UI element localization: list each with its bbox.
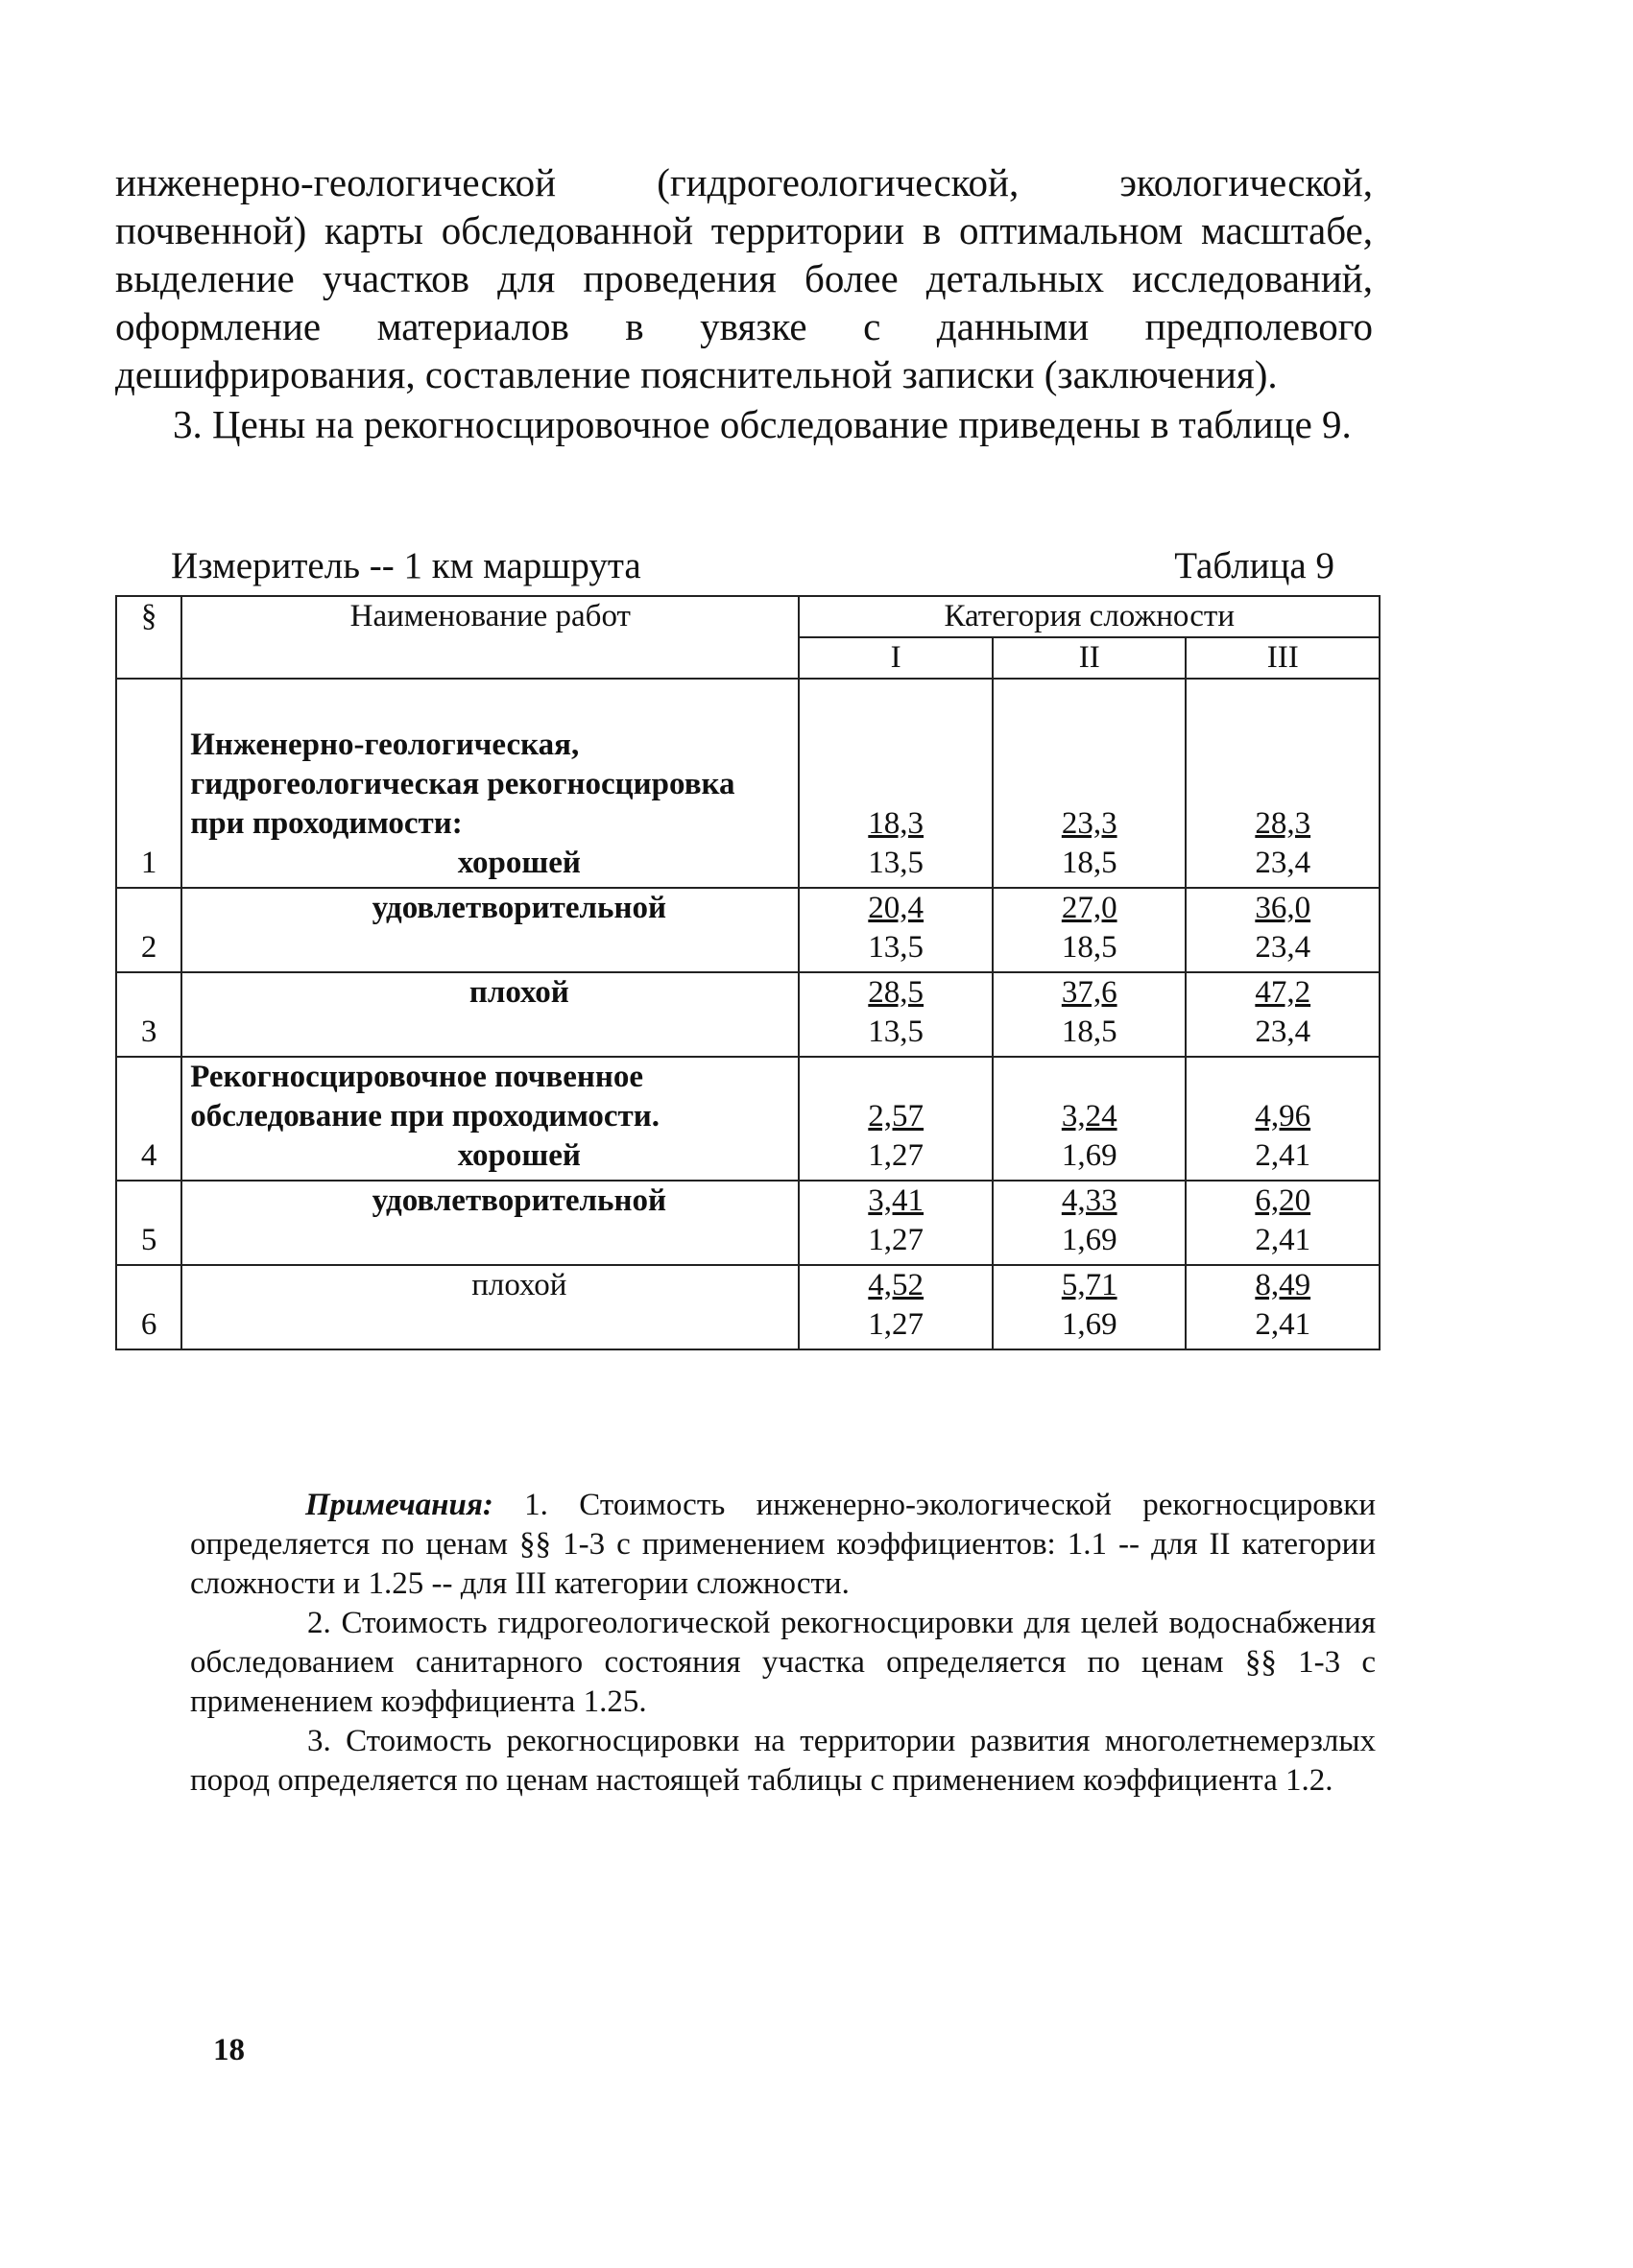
- value-bottom: 18,5: [1061, 1015, 1117, 1049]
- value-top: 5,71: [1061, 1268, 1117, 1302]
- value-top: 4,52: [868, 1268, 925, 1302]
- price-table: [115, 595, 1381, 1350]
- row-number: 3: [116, 972, 181, 1057]
- value-bottom: 1,69: [1061, 1307, 1117, 1342]
- value-cat-2: [993, 1265, 1187, 1349]
- value-top: 3,24: [1061, 1099, 1117, 1134]
- row-name-cell: [181, 888, 799, 972]
- value-bottom: 2,41: [1255, 1223, 1311, 1257]
- value-top: 20,4: [868, 891, 925, 925]
- note-2: 2. Стоимость гидрогеологической рекогносцировки для целей водоснабжения обследованием санитарного состояния участка определяется по ценам §§ 1-3 с применением коэффициента 1.25.: [190, 1606, 1376, 1719]
- value-bottom: 1,69: [1061, 1138, 1117, 1173]
- page-number: 18: [213, 2033, 245, 2067]
- table-label: Таблица 9: [1174, 545, 1334, 586]
- value-cat-1: [799, 679, 993, 888]
- value-bottom: 13,5: [868, 846, 925, 880]
- value-bottom: 1,27: [868, 1307, 925, 1342]
- value-cat-2: [993, 888, 1187, 972]
- value-cat-2: [993, 1057, 1187, 1181]
- note-1-text: 1. Стоимость инженерно-экологической рекогносцировки определяется по ценам §§ 1-3 с применением коэффициентов: 1.1 -- для II категории сложности и 1.25 -- для III категории сложности.: [190, 1488, 1377, 1601]
- header-cat-3: III: [1186, 637, 1380, 679]
- value-cat-1: [799, 888, 993, 972]
- group-title-2: Рекогносцировочное почвенное обследование при проходимости.: [190, 1060, 660, 1134]
- intro-paragraph-2: 3. Цены на рекогносцировочное обследование приведены в таблице 9.: [173, 402, 1352, 446]
- value-bottom: 1,27: [868, 1138, 925, 1173]
- value-cat-3: [1186, 1265, 1380, 1349]
- value-cat-2: [993, 679, 1187, 888]
- value-top: 47,2: [1255, 975, 1311, 1010]
- header-section: §: [116, 596, 181, 679]
- value-bottom: 2,41: [1255, 1307, 1311, 1342]
- row-name-cell: [181, 1265, 799, 1349]
- value-cat-1: [799, 1181, 993, 1265]
- notes-label: Примечания:: [305, 1488, 493, 1522]
- row-number: 5: [116, 1181, 181, 1265]
- value-cat-1: [799, 1057, 993, 1181]
- row-name-cell: [181, 1057, 799, 1181]
- row-name: хорошей: [457, 846, 581, 880]
- value-top: 36,0: [1255, 891, 1311, 925]
- header-cat-1: I: [799, 637, 993, 679]
- value-top: 28,3: [1255, 806, 1311, 841]
- value-bottom: 13,5: [868, 930, 925, 965]
- table-row: [116, 888, 1380, 972]
- value-cat-3: [1186, 888, 1380, 972]
- row-name-cell: [181, 972, 799, 1057]
- value-cat-2: [993, 972, 1187, 1057]
- value-top: 4,96: [1255, 1099, 1311, 1134]
- row-name: плохой: [468, 975, 569, 1010]
- value-bottom: 1,27: [868, 1223, 925, 1257]
- value-bottom: 23,4: [1255, 1015, 1311, 1049]
- row-name: плохой: [471, 1268, 567, 1302]
- value-top: 23,3: [1061, 806, 1117, 841]
- row-name-cell: [181, 679, 799, 888]
- row-name: удовлетворительной: [372, 1183, 666, 1218]
- row-name-cell: [181, 1181, 799, 1265]
- intro-text: [115, 158, 1373, 448]
- value-cat-3: [1186, 972, 1380, 1057]
- value-top: 3,41: [868, 1183, 925, 1218]
- value-cat-2: [993, 1181, 1187, 1265]
- intro-paragraph-1: инженерно-геологической (гидрогеологической, экологической, почвенной) карты обследованной территории в оптимальном масштабе, выделение участков для проведения более детальных исследований, оформление материалов в увязке с данными предполевого дешифрирования, составление пояснительной записки (заключения).: [115, 160, 1373, 396]
- header-name: Наименование работ: [181, 596, 799, 679]
- table-row: [116, 1057, 1380, 1181]
- notes-block: [190, 1486, 1376, 1801]
- value-top: 6,20: [1255, 1183, 1311, 1218]
- value-bottom: 23,4: [1255, 930, 1311, 965]
- value-bottom: 1,69: [1061, 1223, 1117, 1257]
- header-cat-2: II: [993, 637, 1187, 679]
- value-cat-1: [799, 972, 993, 1057]
- value-top: 4,33: [1061, 1183, 1117, 1218]
- row-number: 4: [116, 1057, 181, 1181]
- row-number: 1: [116, 679, 181, 888]
- value-bottom: 23,4: [1255, 846, 1311, 880]
- value-top: 27,0: [1061, 891, 1117, 925]
- value-bottom: 18,5: [1061, 930, 1117, 965]
- table-row: [116, 1181, 1380, 1265]
- row-name: хорошей: [457, 1138, 581, 1173]
- value-bottom: 13,5: [868, 1015, 925, 1049]
- table-row: [116, 972, 1380, 1057]
- table-row: [116, 679, 1380, 888]
- header-row-1: [116, 596, 1380, 637]
- value-top: 37,6: [1061, 975, 1117, 1010]
- value-cat-3: [1186, 679, 1380, 888]
- value-top: 2,57: [868, 1099, 925, 1134]
- value-cat-3: [1186, 1057, 1380, 1181]
- note-3: 3. Стоимость рекогносцировки на территории развития многолетнемерзлых пород определяется по ценам настоящей таблицы с применением коэффициента 1.2.: [190, 1724, 1376, 1798]
- row-name: удовлетворительной: [372, 891, 666, 925]
- row-number: 6: [116, 1265, 181, 1349]
- value-top: 8,49: [1255, 1268, 1311, 1302]
- value-cat-3: [1186, 1181, 1380, 1265]
- row-number: 2: [116, 888, 181, 972]
- value-top: 18,3: [868, 806, 925, 841]
- note-1: [190, 1486, 1376, 1604]
- value-cat-1: [799, 1265, 993, 1349]
- table-row: [116, 1265, 1380, 1349]
- value-bottom: 18,5: [1061, 846, 1117, 880]
- value-top: 28,5: [868, 975, 925, 1010]
- measure-unit: Измеритель -- 1 км маршрута: [171, 545, 641, 586]
- group-title-1: Инженерно-геологическая, гидрогеологическая рекогносцировка при проходимости:: [190, 728, 735, 841]
- header-category: Категория сложности: [799, 596, 1380, 637]
- value-bottom: 2,41: [1255, 1138, 1311, 1173]
